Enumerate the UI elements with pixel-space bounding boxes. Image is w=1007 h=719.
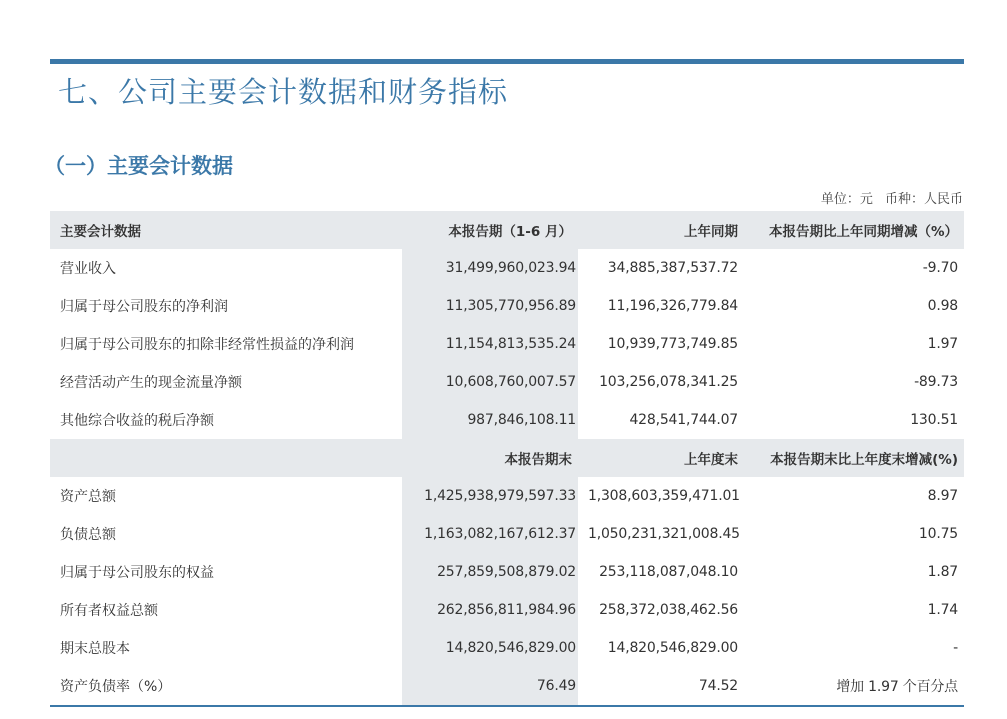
current-value: 11,305,770,956.89 xyxy=(402,287,578,325)
table-row xyxy=(50,553,964,591)
current-value: 1,425,938,979,597.33 xyxy=(402,477,578,515)
change-value: -89.73 xyxy=(914,374,958,390)
unit-note xyxy=(821,188,963,207)
current-value: 76.49 xyxy=(402,667,578,706)
header-item: 主要会计数据 xyxy=(50,211,402,249)
table-row xyxy=(50,477,964,515)
row-label: 资产总额 xyxy=(60,489,116,505)
change-value: 8.97 xyxy=(927,488,958,504)
currency-label: 币种：人民币 xyxy=(884,192,963,207)
current-value: 10,608,760,007.57 xyxy=(402,363,578,401)
top-accent-rule xyxy=(50,59,964,64)
row-label: 资产负债率（%） xyxy=(50,667,402,706)
prior-value: 1,308,603,359,471.01 xyxy=(588,488,740,504)
prior-value: 74.52 xyxy=(578,667,744,706)
table-header-row xyxy=(50,211,964,249)
subheader-change-pct: 本报告期末比上年度末增减(%) xyxy=(744,439,964,477)
prior-value: 10,939,773,749.85 xyxy=(607,336,738,352)
current-value: 14,820,546,829.00 xyxy=(402,629,578,667)
table-row xyxy=(50,667,964,706)
row-label: 归属于母公司股东的扣除非经常性损益的净利润 xyxy=(60,337,354,353)
current-value: 1,163,082,167,612.37 xyxy=(402,515,578,553)
prior-value: 258,372,038,462.56 xyxy=(599,602,738,618)
current-value: 31,499,960,023.94 xyxy=(402,249,578,287)
change-value: 1.87 xyxy=(927,564,958,580)
table-row xyxy=(50,591,964,629)
change-value: -9.70 xyxy=(922,260,958,276)
prior-value: 428,541,744.07 xyxy=(629,412,738,428)
current-value: 11,154,813,535.24 xyxy=(402,325,578,363)
unit-label: 单位：元 xyxy=(820,192,873,207)
row-label: 经营活动产生的现金流量净额 xyxy=(60,375,242,391)
subheader-item xyxy=(50,439,402,477)
subheader-prior-year-end: 上年度末 xyxy=(578,439,744,477)
prior-value: 1,050,231,321,008.45 xyxy=(588,526,740,542)
current-value: 987,846,108.11 xyxy=(402,401,578,439)
current-value: 262,856,811,984.96 xyxy=(402,591,578,629)
row-label: 归属于母公司股东的净利润 xyxy=(60,299,228,315)
prior-value: 253,118,087,048.10 xyxy=(599,564,738,580)
change-value: 1.97 xyxy=(927,336,958,352)
header-prior-period: 上年同期 xyxy=(578,211,744,249)
change-value: 10.75 xyxy=(918,526,958,542)
table-row xyxy=(50,249,964,287)
table-row xyxy=(50,401,964,439)
change-value: 130.51 xyxy=(910,412,958,428)
prior-value: 11,196,326,779.84 xyxy=(607,298,738,314)
accounting-data-table xyxy=(50,211,964,707)
header-change-pct: 本报告期比上年同期增减（%） xyxy=(744,211,964,249)
prior-value: 103,256,078,341.25 xyxy=(599,374,738,390)
table-subheader-row xyxy=(50,439,964,477)
change-value: 1.74 xyxy=(927,602,958,618)
row-label: 期末总股本 xyxy=(60,641,130,657)
row-label: 其他综合收益的税后净额 xyxy=(60,413,214,429)
table-row xyxy=(50,325,964,363)
table-row xyxy=(50,629,964,667)
table-row xyxy=(50,515,964,553)
subheader-period-end: 本报告期末 xyxy=(402,439,578,477)
prior-value: 34,885,387,537.72 xyxy=(607,260,738,276)
change-value: - xyxy=(953,640,958,656)
sub-title: （一）主要会计数据 xyxy=(44,154,233,178)
section-title: 七、公司主要会计数据和财务指标 xyxy=(58,75,509,109)
table-row xyxy=(50,363,964,401)
table-row xyxy=(50,287,964,325)
row-label: 负债总额 xyxy=(60,527,116,543)
row-label: 归属于母公司股东的权益 xyxy=(60,565,214,581)
row-label: 营业收入 xyxy=(60,261,116,277)
change-value: 增加 1.97 个百分点 xyxy=(744,667,964,706)
current-value: 257,859,508,879.02 xyxy=(402,553,578,591)
header-current-period: 本报告期（1-6 月） xyxy=(402,211,578,249)
prior-value: 14,820,546,829.00 xyxy=(607,640,738,656)
row-label: 所有者权益总额 xyxy=(60,603,158,619)
change-value: 0.98 xyxy=(927,298,958,314)
